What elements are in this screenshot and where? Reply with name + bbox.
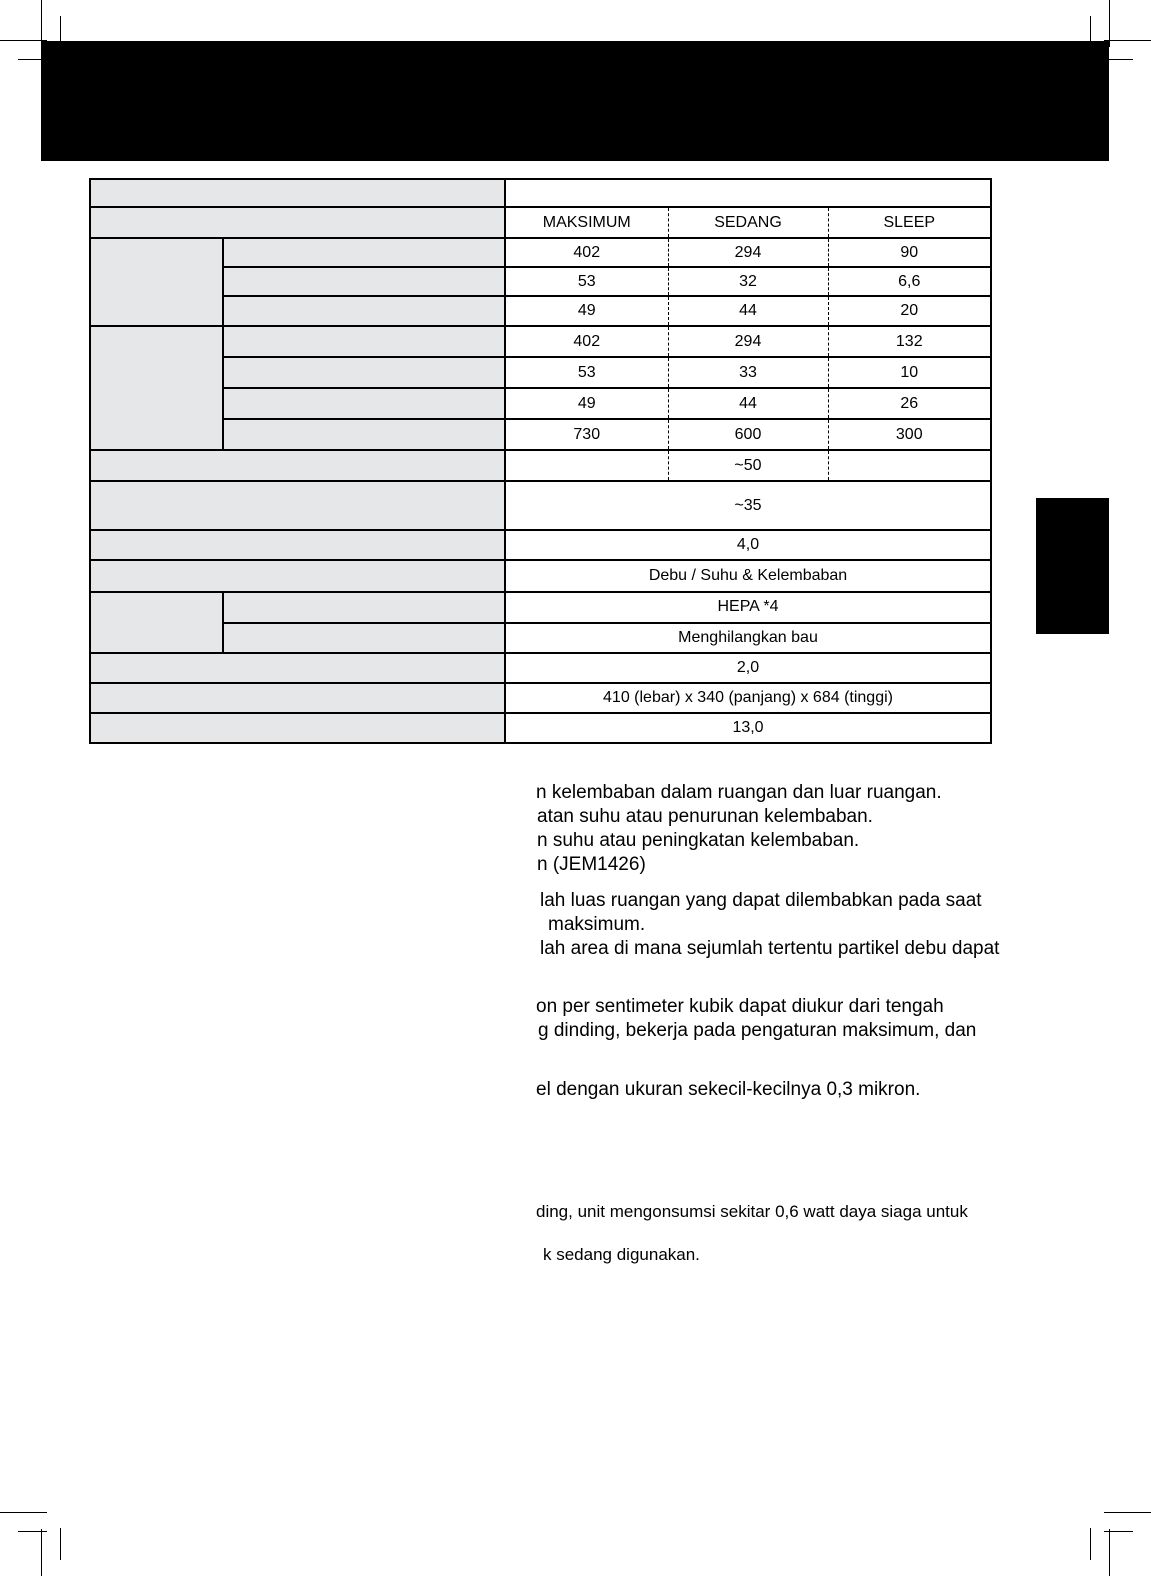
- value-cell: 44: [668, 296, 828, 326]
- note-line: k sedang digunakan.: [543, 1245, 700, 1264]
- spec-table: [89, 178, 992, 744]
- value-cell: [505, 179, 991, 207]
- note-line: n kelembaban dalam ruangan dan luar ruangan.: [536, 782, 942, 803]
- crop-mark: [0, 40, 47, 41]
- group-label-cell: [90, 326, 223, 450]
- label-cell: [223, 419, 505, 450]
- table-row: [90, 326, 991, 357]
- label-cell: [90, 481, 505, 529]
- value-cell: 32: [668, 267, 828, 296]
- value-cell: 49: [505, 388, 668, 419]
- dimensions-value: 410 (lebar) x 340 (panjang) x 684 (tinggi): [505, 683, 991, 713]
- note-line: lah luas ruangan yang dapat dilembabkan pada saat: [540, 890, 982, 911]
- table-row: [90, 530, 991, 560]
- filter-deodor-value: Menghilangkan bau: [505, 623, 991, 653]
- crop-mark: [1109, 1529, 1110, 1576]
- note-line: ding, unit mengonsumsi sekitar 0,6 watt daya siaga untuk: [536, 1202, 968, 1221]
- label-cell: [90, 683, 505, 713]
- value-cell: 4,0: [505, 530, 991, 560]
- header-band: [41, 41, 1109, 161]
- value-cell: ~50: [668, 450, 828, 481]
- value-cell: 730: [505, 419, 668, 450]
- table-row: [90, 623, 991, 653]
- table-row: [90, 653, 991, 683]
- value-cell: [505, 450, 668, 481]
- table-row: [90, 713, 991, 743]
- value-cell: 33: [668, 357, 828, 388]
- table-row: [90, 388, 991, 419]
- table-row: [90, 207, 991, 238]
- label-cell: [223, 296, 505, 326]
- value-cell: 294: [668, 238, 828, 267]
- group-label-cell: [90, 592, 223, 653]
- group-label-cell: [90, 238, 223, 326]
- value-cell: 402: [505, 238, 668, 267]
- table-row: [90, 481, 991, 529]
- crop-mark: [1109, 0, 1110, 47]
- table-row: [90, 450, 991, 481]
- value-cell: 132: [828, 326, 991, 357]
- table-row: [90, 592, 991, 623]
- mode-header-sleep: SLEEP: [828, 207, 991, 238]
- weight-value: 13,0: [505, 713, 991, 743]
- side-tab: [1036, 498, 1109, 634]
- label-cell: [90, 713, 505, 743]
- crop-mark: [1104, 1512, 1151, 1513]
- note-line: maksimum.: [548, 914, 646, 935]
- crop-mark: [60, 1528, 61, 1560]
- label-cell: [223, 326, 505, 357]
- table-row: [90, 560, 991, 592]
- table-row: [90, 683, 991, 713]
- table-row: [90, 357, 991, 388]
- label-cell: [90, 179, 505, 207]
- value-cell: 49: [505, 296, 668, 326]
- value-cell: 53: [505, 267, 668, 296]
- note-line: on per sentimeter kubik dapat diukur dari tengah: [536, 996, 944, 1017]
- value-cell: ~35: [505, 481, 991, 529]
- label-cell: [90, 207, 505, 238]
- table-row: [90, 238, 991, 267]
- label-cell: [90, 653, 505, 683]
- table-row: [90, 267, 991, 296]
- label-cell: [223, 238, 505, 267]
- label-cell: [223, 267, 505, 296]
- note-line: atan suhu atau penurunan kelembaban.: [537, 806, 873, 827]
- value-cell: 300: [828, 419, 991, 450]
- note-line: lah area di mana sejumlah tertentu partikel debu dapat: [540, 938, 1000, 959]
- value-cell: 20: [828, 296, 991, 326]
- value-cell: 90: [828, 238, 991, 267]
- note-line: g dinding, bekerja pada pengaturan maksimum, dan: [538, 1020, 977, 1041]
- value-cell: 402: [505, 326, 668, 357]
- table-row: [90, 419, 991, 450]
- crop-mark: [0, 1512, 47, 1513]
- filter-hepa-value: HEPA *4: [505, 592, 991, 623]
- label-cell: [223, 388, 505, 419]
- value-cell: 44: [668, 388, 828, 419]
- mode-header-maksimum: MAKSIMUM: [505, 207, 668, 238]
- note-line: el dengan ukuran sekecil-kecilnya 0,3 mikron.: [536, 1079, 921, 1100]
- sensor-value: Debu / Suhu & Kelembaban: [505, 560, 991, 592]
- value-cell: 2,0: [505, 653, 991, 683]
- value-cell: 6,6: [828, 267, 991, 296]
- table-row: [90, 179, 991, 207]
- note-line: n suhu atau peningkatan kelembaban.: [537, 830, 860, 851]
- value-cell: 10: [828, 357, 991, 388]
- label-cell: [90, 450, 505, 481]
- crop-mark: [41, 0, 42, 47]
- value-cell: 53: [505, 357, 668, 388]
- label-cell: [90, 530, 505, 560]
- label-cell: [223, 592, 505, 623]
- label-cell: [223, 357, 505, 388]
- value-cell: 294: [668, 326, 828, 357]
- mode-header-sedang: SEDANG: [668, 207, 828, 238]
- note-line: n (JEM1426): [537, 854, 646, 875]
- value-cell: [828, 450, 991, 481]
- crop-mark: [1104, 40, 1151, 41]
- value-cell: 600: [668, 419, 828, 450]
- table-row: [90, 296, 991, 326]
- crop-mark: [18, 1531, 47, 1532]
- label-cell: [223, 623, 505, 653]
- crop-mark: [1090, 1528, 1091, 1560]
- value-cell: 26: [828, 388, 991, 419]
- crop-mark: [41, 1529, 42, 1576]
- label-cell: [90, 560, 505, 592]
